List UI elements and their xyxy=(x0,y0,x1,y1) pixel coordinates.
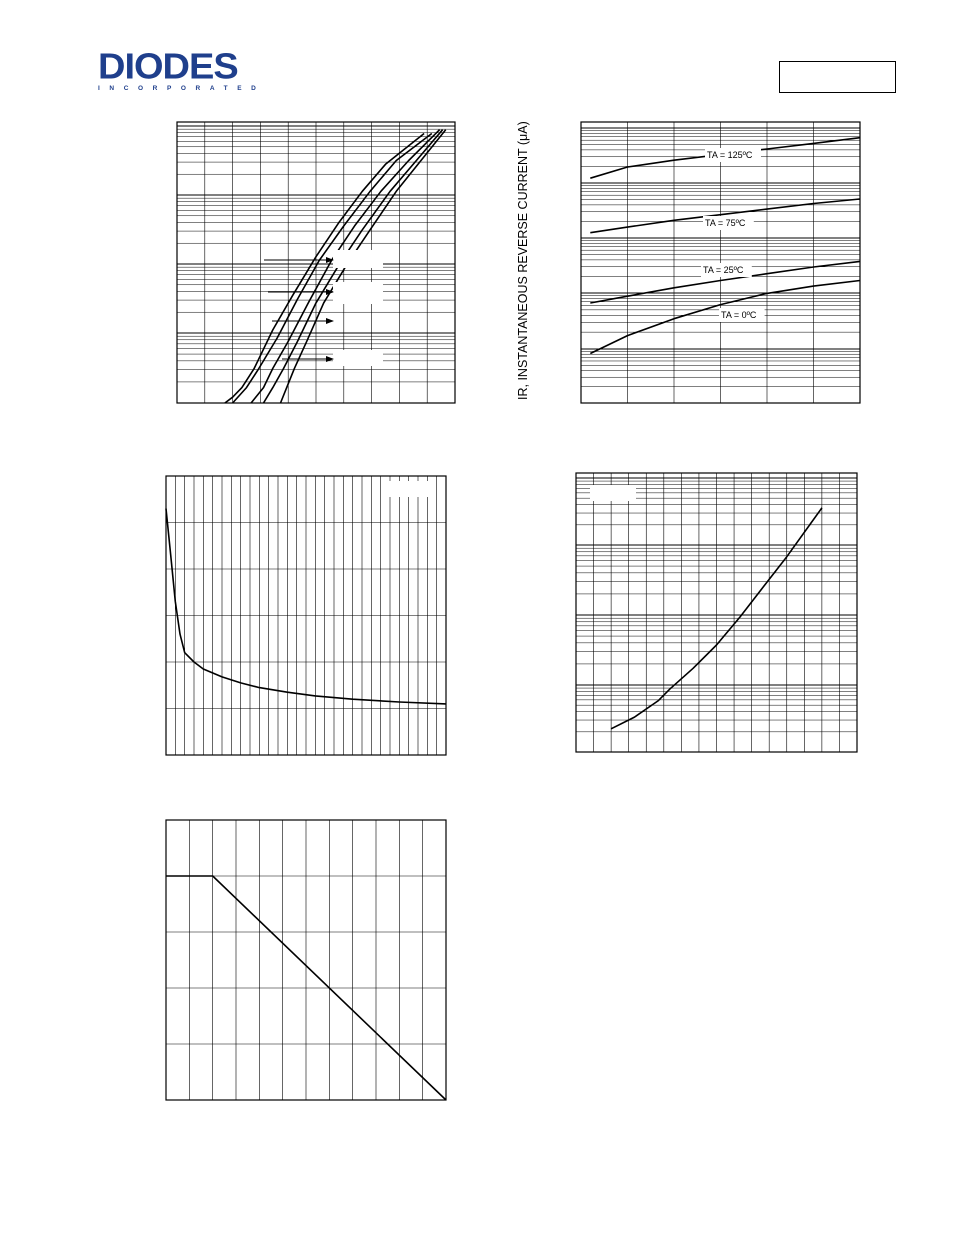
chart2-series-label-1: TA = 125ºC xyxy=(707,150,753,160)
chart1-series-2 xyxy=(233,134,432,404)
chart1-series-1 xyxy=(225,134,424,404)
chart1-label-bg xyxy=(333,350,383,366)
chart1-label-bg xyxy=(333,250,383,268)
chart3-label-bg xyxy=(385,481,431,497)
chart1-label-bg xyxy=(333,282,383,304)
logo-text: DIODES xyxy=(98,47,238,87)
chart2-series-label-4: TA = 0ºC xyxy=(721,310,757,320)
chart2-ylabel-text: IR, INSTANTANEOUS REVERSE CURRENT (μA) xyxy=(516,121,530,400)
logo-subtext: INCORPORATED xyxy=(98,85,266,92)
chart2-series-label-2: TA = 75ºC xyxy=(705,218,746,228)
chart4-label-bg xyxy=(590,485,636,501)
chart2-series-label-3: TA = 25ºC xyxy=(703,265,744,275)
